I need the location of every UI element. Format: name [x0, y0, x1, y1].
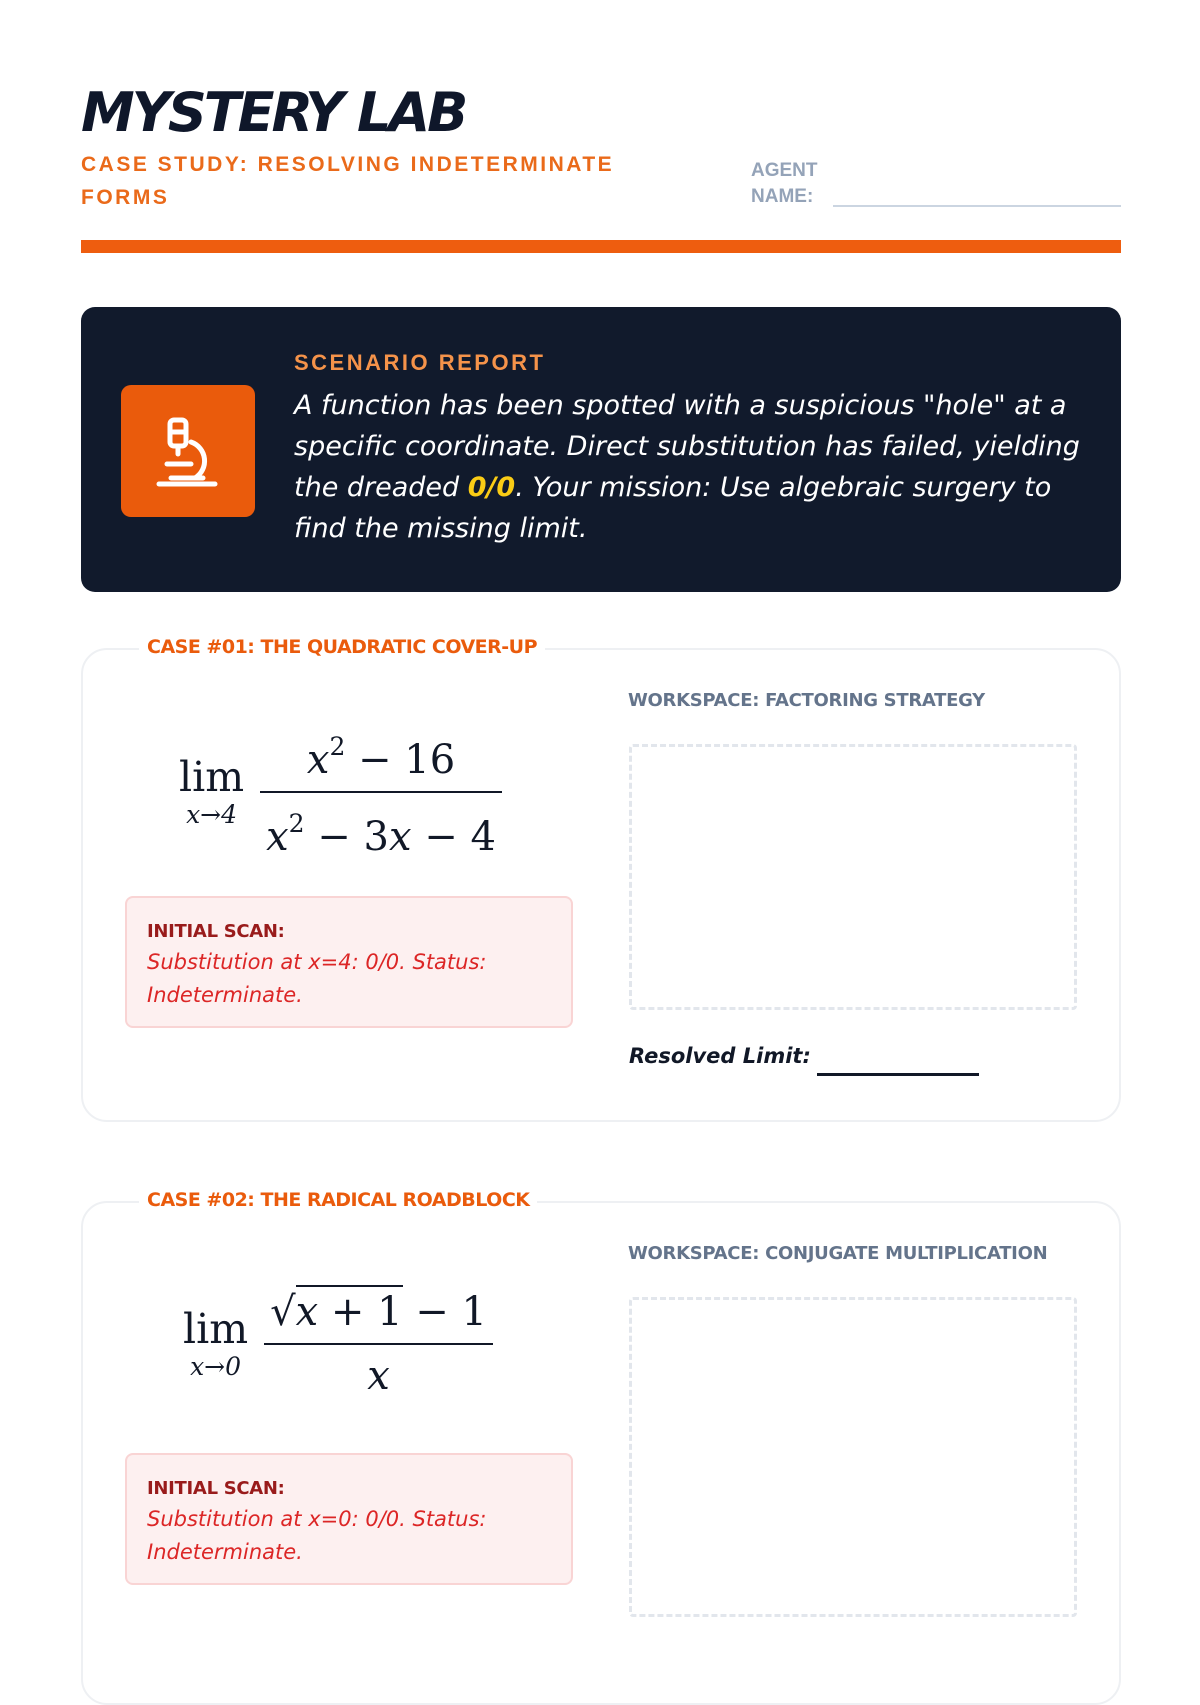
limit-fraction	[260, 720, 502, 864]
case-1-initial-scan	[125, 896, 573, 1028]
agent-name-label: AGENT NAME:	[751, 160, 818, 207]
resolved-limit-answer-line[interactable]	[817, 1073, 979, 1076]
indeterminate-highlight: 0/0	[467, 472, 516, 503]
resolved-limit-label: Resolved Limit:	[629, 1044, 811, 1068]
case-2-title: CASE #02: THE RADICAL ROADBLOCK	[139, 1185, 537, 1215]
scan-label: INITIAL SCAN:	[147, 1478, 285, 1499]
lim-approach: x→4	[186, 800, 238, 829]
scenario-text-part1: A function has been spotted with a suspicious "hole" at a specific coordinate. Direct substitution has failed, yielding the dreaded	[294, 390, 1080, 503]
agent-name-input-line[interactable]	[833, 205, 1121, 207]
case-card-2	[81, 1189, 1121, 1705]
limit-fraction	[264, 1285, 493, 1403]
header-divider	[81, 240, 1121, 253]
case-1-limit-expression	[179, 720, 502, 864]
agent-name-field	[751, 158, 1121, 210]
scenario-report-panel	[81, 307, 1121, 592]
microscope-icon	[121, 385, 255, 517]
fraction-bar	[264, 1343, 493, 1345]
brand-title: MYSTERY LAB	[81, 81, 466, 144]
case-2-initial-scan	[125, 1453, 573, 1585]
fraction-numerator: $x^2 - 16$	[306, 732, 456, 783]
limit-operator	[183, 1306, 248, 1382]
case-1-title: CASE #01: THE QUADRATIC COVER-UP	[139, 632, 545, 662]
case-1-workspace-area[interactable]	[629, 744, 1077, 1010]
fraction-denominator: $x^2 - 3x - 4$	[266, 809, 496, 860]
scenario-description	[294, 385, 1094, 549]
case-2-limit-expression	[183, 1285, 493, 1403]
fraction-bar	[260, 791, 502, 793]
case-1-workspace-label: WORKSPACE: FACTORING STRATEGY	[628, 690, 985, 711]
lim-approach: x→0	[190, 1352, 242, 1381]
fraction-numerator: √x + 1 − 1	[264, 1285, 493, 1339]
lim-word: lim	[179, 753, 245, 801]
case-2-workspace-area[interactable]	[629, 1297, 1077, 1617]
scenario-title: SCENARIO REPORT	[294, 350, 546, 375]
lim-word: lim	[183, 1305, 249, 1353]
case-card-1	[81, 636, 1121, 1122]
case-study-subtitle: CASE STUDY: RESOLVING INDETERMINATE FORMS	[81, 153, 615, 209]
case-2-workspace-label: WORKSPACE: CONJUGATE MULTIPLICATION	[628, 1243, 1048, 1264]
scan-result: Substitution at x=4: 0/0. Status: Indeterminate.	[147, 950, 487, 1007]
fraction-denominator: x	[367, 1353, 390, 1399]
limit-operator	[179, 754, 244, 830]
scan-result: Substitution at x=0: 0/0. Status: Indeterminate.	[147, 1507, 487, 1564]
scan-label: INITIAL SCAN:	[147, 921, 285, 942]
scenario-text-part2: . Your mission: Use algebraic surgery to find the missing limit.	[294, 472, 1052, 544]
